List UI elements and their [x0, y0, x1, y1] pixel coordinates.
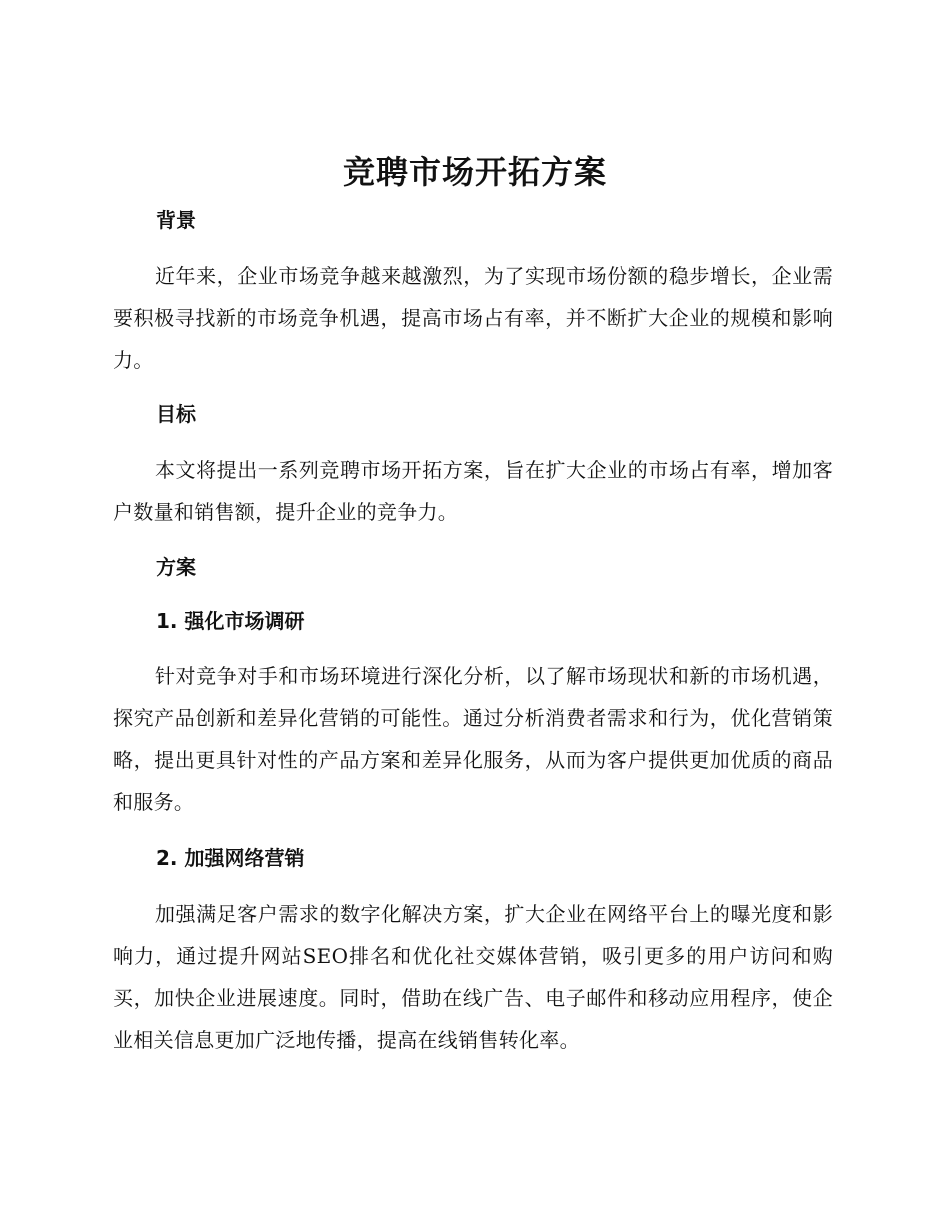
section-heading-background: 背景	[156, 208, 196, 232]
section-paragraph-goal: 本文将提出一系列竞聘市场开拓方案，旨在扩大企业的市场占有率，增加客户数量和销售额，提升企业的竞争力。	[113, 458, 833, 524]
section-heading-market-research: 1. 强化市场调研	[156, 609, 305, 633]
section-heading-goal: 目标	[156, 402, 196, 426]
section-heading-online-marketing: 2. 加强网络营销	[156, 846, 305, 870]
section-paragraph-background: 近年来，企业市场竞争越来越激烈，为了实现市场份额的稳步增长，企业需要积极寻找新的市场竞争机遇，提高市场占有率，并不断扩大企业的规模和影响力。	[113, 264, 833, 372]
section-paragraph-market-research: 针对竞争对手和市场环境进行深化分析，以了解市场现状和新的市场机遇，探究产品创新和差异化营销的可能性。通过分析消费者需求和行为，优化营销策略，提出更具针对性的产品方案和差异化服务，从而为客户提供更加优质的商品和服务。	[113, 664, 833, 814]
document-title: 竞聘市场开拓方案	[342, 153, 607, 191]
section-heading-plan: 方案	[156, 555, 196, 579]
section-paragraph-online-marketing: 加强满足客户需求的数字化解决方案，扩大企业在网络平台上的曝光度和影响力，通过提升网站SEO排名和优化社交媒体营销，吸引更多的用户访问和购买，加快企业进展速度。同时，借助在线广告、电子邮件和移动应用程序，使企业相关信息更加广泛地传播，提高在线销售转化率。	[113, 902, 833, 1052]
